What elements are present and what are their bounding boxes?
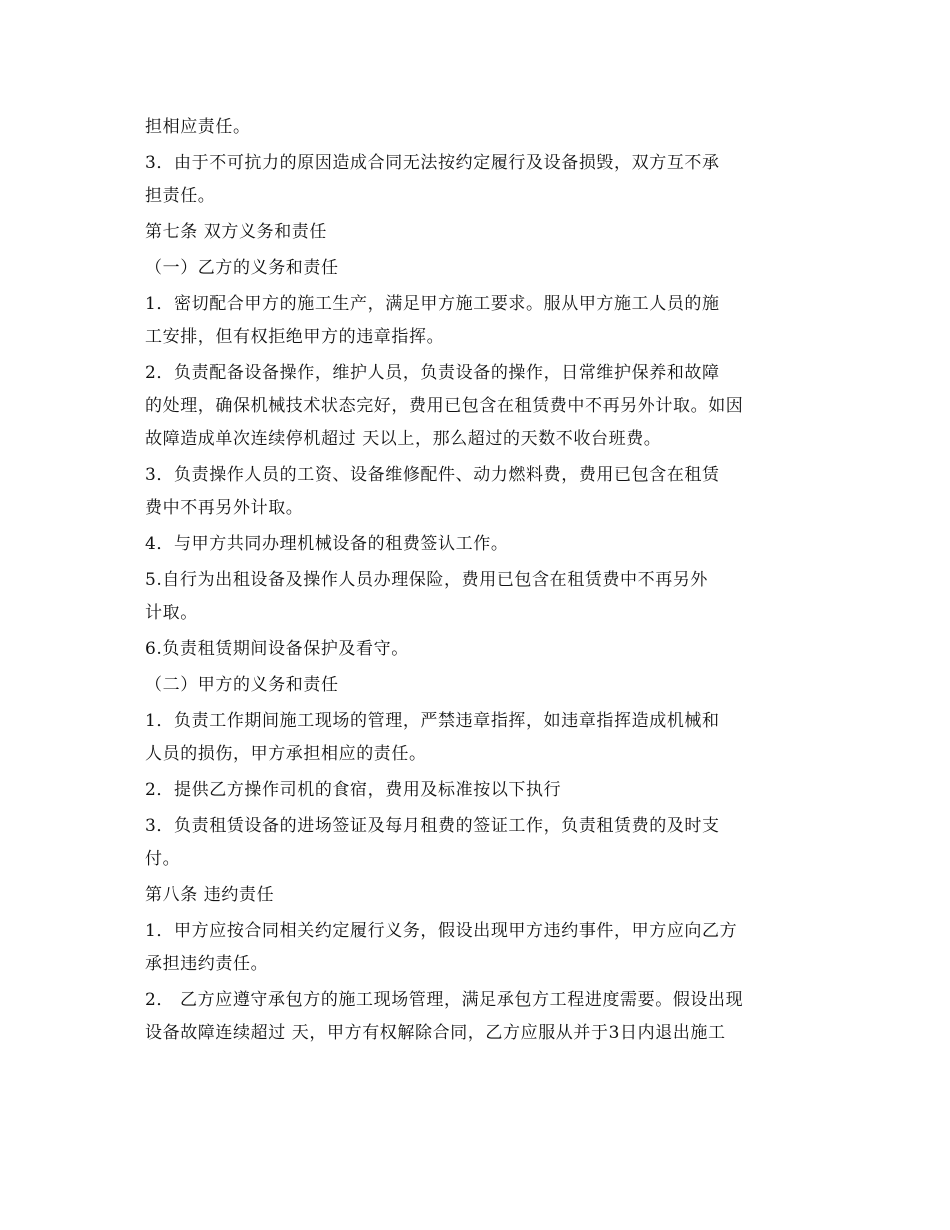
text-line: 付。 [145, 849, 181, 869]
subsection-heading: （一）乙方的义务和责任 [145, 258, 339, 278]
text-line: 设备故障连续超过 天，甲方有权解除合同，乙方应服从并于3日内退出施工 [145, 1023, 726, 1043]
text-line: 5.自行为出租设备及操作人员办理保险，费用已包含在租赁费中不再另外 [145, 570, 709, 590]
text-line: 3．负责租赁设备的进场签证及每月租费的签证工作，负责租赁费的及时支 [145, 816, 720, 836]
text-line: 1．密切配合甲方的施工生产，满足甲方施工要求。服从甲方施工人员的施 [145, 294, 720, 314]
text-line: 故障造成单次连续停机超过 天以上，那么超过的天数不收台班费。 [145, 429, 662, 449]
text-line: 2．负责配备设备操作，维护人员，负责设备的操作，日常维护保养和故障 [145, 363, 720, 383]
text-line: 工安排，但有权拒绝甲方的违章指挥。 [145, 327, 445, 347]
text-line: 1．甲方应按合同相关约定履行义务，假设出现甲方违约事件，甲方应向乙方 [145, 921, 738, 941]
section-heading: 第八条 违约责任 [145, 885, 275, 905]
text-line: 6.负责租赁期间设备保护及看守。 [145, 639, 409, 659]
text-line: 3．由于不可抗力的原因造成合同无法按约定履行及设备损毁，双方互不承 [145, 153, 720, 173]
text-line: 3．负责操作人员的工资、设备维修配件、动力燃料费，费用已包含在租赁 [145, 465, 720, 485]
text-line: 4．与甲方共同办理机械设备的租费签认工作。 [145, 534, 509, 554]
text-line: 担相应责任。 [145, 117, 251, 137]
text-line: 承担违约责任。 [145, 954, 269, 974]
text-line: 的处理，确保机械技术状态完好，费用已包含在租赁费中不再另外计取。如因 [145, 396, 744, 416]
text-line: 费中不再另外计取。 [145, 498, 304, 518]
text-line: 2．提供乙方操作司机的食宿，费用及标准按以下执行 [145, 780, 562, 800]
document-body [145, 115, 795, 1046]
text-line: 人员的损伤，甲方承担相应的责任。 [145, 744, 427, 764]
text-line: 1．负责工作期间施工现场的管理，严禁违章指挥，如违章指挥造成机械和 [145, 711, 720, 731]
text-line: 2． 乙方应遵守承包方的施工现场管理，满足承包方工程进度需要。假设出现 [145, 990, 744, 1010]
subsection-heading: （二）甲方的义务和责任 [145, 675, 339, 695]
section-heading: 第七条 双方义务和责任 [145, 222, 328, 242]
text-line: 计取。 [145, 603, 198, 623]
text-line: 担责任。 [145, 186, 216, 206]
